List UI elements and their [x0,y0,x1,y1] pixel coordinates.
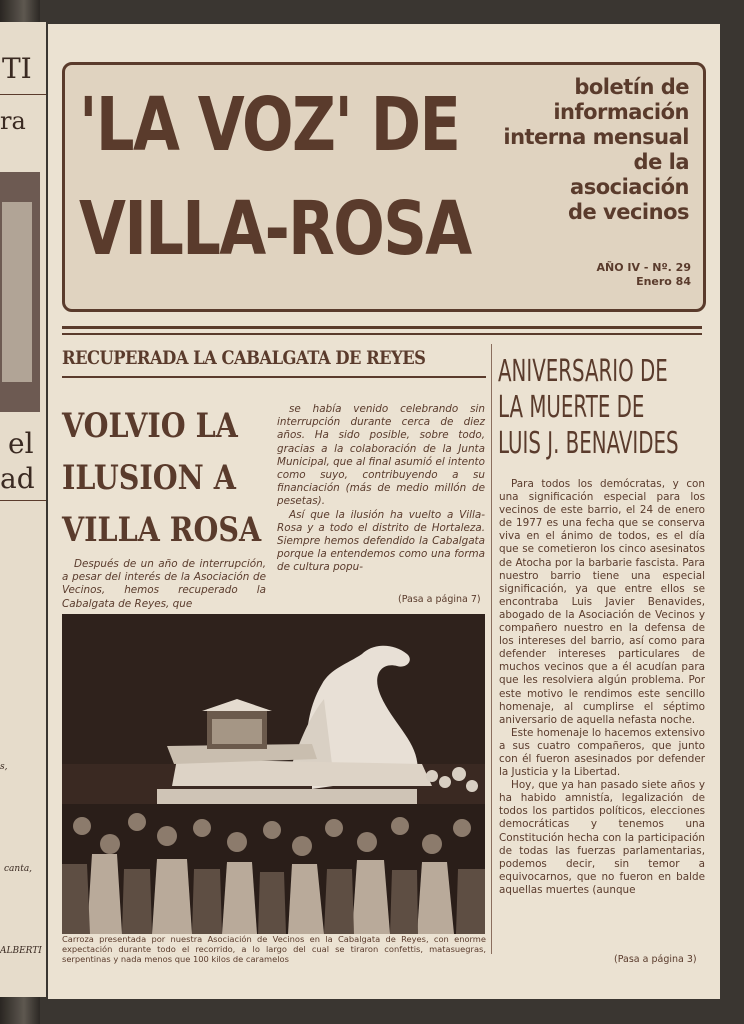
article-kicker: RECUPERADA LA CABALGATA DE REYES [62,347,426,369]
title-line: ANIVERSARIO DE [498,354,668,389]
fragment-text: ra [0,107,26,135]
masthead-subtitle [499,75,689,225]
divider [62,326,702,329]
paragraph: Para todos los demócratas, y con una significación especial para los vecinos de este barrio, el 24 de enero de 1977 es una fecha que se conserva viva en el ánimo de todos, es el día que se cometieron los cinco asesinatos de Atocha por la barbarie fascista. Para nuestro barrio tiene una especial significación, ya que entre ellos se encontraba Luis Javier Benavides, abogado de la Asociación de Vecinos y compañero nuestro en la defensa de los intereses del barrio, así como para defender intereses particulares de muchos vecinos que a él acudían para que les resolviera algún problema. Por este motivo le rendimos este sencillo homenaje, al cumplirse el séptimo aniversario de aquella nefasta noche. [499,478,705,726]
article-column-2 [277,403,485,575]
headline-line: ILUSION A [62,458,236,498]
masthead [62,62,706,312]
side-article-title [498,354,679,462]
subtitle-line: interna mensual [503,125,689,149]
paragraph: Hoy, que ya han pasado siete años y ha habido amnistía, legalización de todos los partidos políticos, elecciones democráticas y tenemos una Constitución hecha con la participación de todas las fuerzas parlamentarias, podemos decir, sin temor a equivocarnos, que no fueron en balde aquellas muertes (aunque [499,779,705,896]
paragraph: Así que la ilusión ha vuelto a Villa-Rosa y a todo el distrito de Hortaleza. Siempre hemos defendido la Cabalgata porque la entendemos como una forma de cultura popu- [277,508,485,574]
headline-line: VOLVIO LA [62,406,238,446]
fragment-photo [0,172,40,412]
article-headline [62,400,262,556]
divider [62,333,702,335]
headline-line: VILLA ROSA [62,510,262,550]
subtitle-line: boletín de [574,75,689,99]
subtitle-line: de vecinos [567,200,689,224]
cabalgata-photo [62,614,485,934]
divider [0,500,46,501]
continued-note: (Pasa a página 7) [398,594,481,605]
paragraph: Este homenaje lo hacemos extensivo a sus cuatro compañeros, que junto con él fueron asesinados por defender la Justicia y la Libertad. [499,726,705,779]
title-line: 'LA VOZ' DE [79,82,460,168]
fragment-text: ALBERTI [0,946,42,956]
issue-date: Enero 84 [636,275,691,288]
fragment-text: ad [0,462,35,495]
fragment-text: el [8,427,34,460]
subtitle-line: información [553,100,689,124]
paragraph: se había venido celebrando sin interrupción durante cerca de diez años. Ha sido posible, sobre todo, gracias a la colaboración de la Junta Municipal, que al final asumió el intento como suyo, contribuyendo a su financiación (más de medio millón de pesetas). [277,403,485,508]
photo-caption: Carroza presentada por nuestra Asociación de Vecinos en la Cabalgata de Reyes, con enorme expectación durante todo el recorrido, a lo largo del cual se tiraron confettis, matasuegras, serpentinas y nada menos que 100 kilos de caramelos [62,934,486,964]
title-line: LA MUERTE DE [498,390,645,425]
parade-float-illustration [62,614,485,934]
masthead-title [79,73,471,281]
subtitle-line: de la [633,150,689,174]
subtitle-line: asociación [570,175,689,199]
divider [62,376,486,378]
title-line: LUIS J. BENAVIDES [498,426,679,461]
fragment-text: TI [2,52,32,85]
newsletter-page [48,24,720,999]
continued-note: (Pasa a página 3) [614,954,697,965]
divider [0,94,46,95]
article-column-1 [62,558,266,611]
fragment-text: canta, [4,864,33,874]
title-line: VILLA-ROSA [79,186,471,272]
fragment-text: s, [0,762,8,772]
adjacent-page [0,22,46,997]
paragraph: Después de un año de interrupción, a pesar del interés de la Asociación de Vecinos, hemos recuperado la Cabalgata de Reyes, que [62,558,266,610]
issue-info [597,261,691,289]
column-divider [491,344,492,954]
side-article-body [499,478,705,897]
issue-number: AÑO IV - Nº. 29 [596,261,691,274]
